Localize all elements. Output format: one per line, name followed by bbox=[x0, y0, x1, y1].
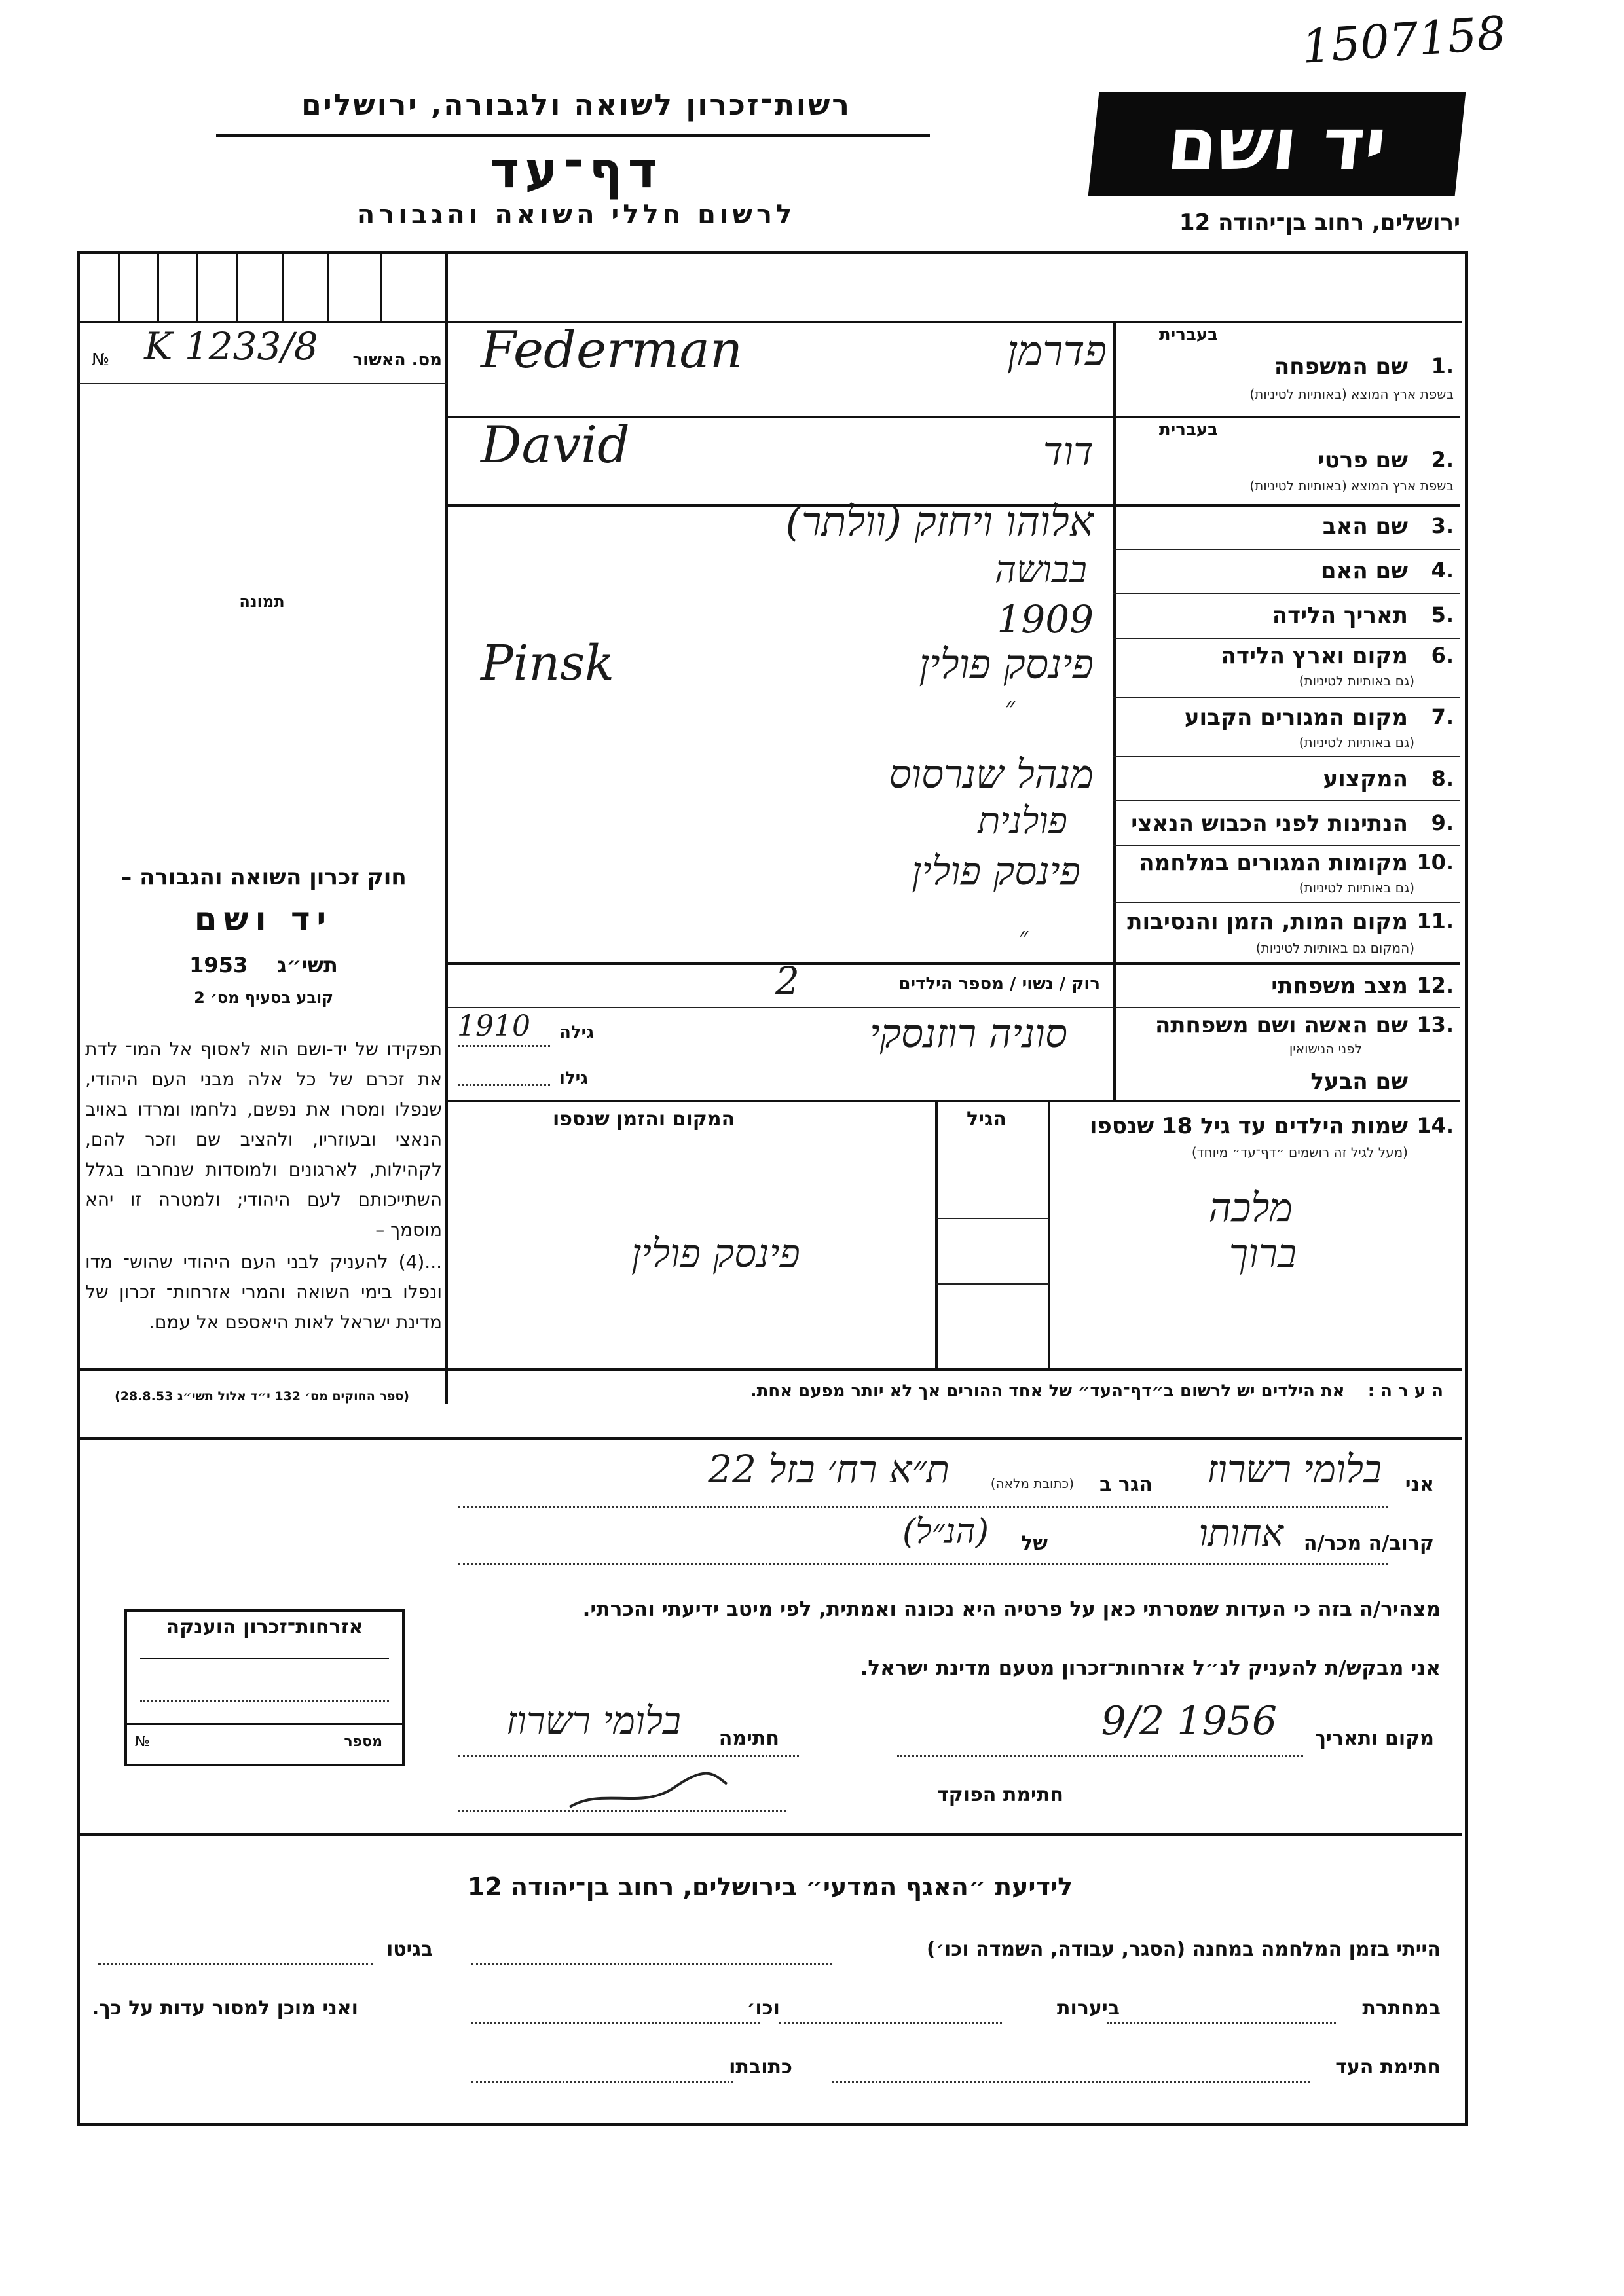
field-6-label: מקום וארץ הלידה bbox=[1221, 643, 1408, 669]
field-13-age-label: גילה bbox=[559, 1023, 594, 1042]
child-2-place: פינסק פולין bbox=[631, 1231, 800, 1277]
citizenship-box bbox=[124, 1609, 405, 1766]
husband-label: שם הבעל bbox=[1310, 1068, 1408, 1095]
field-11-note: (המקום גם באותיות לטיניות) bbox=[1255, 940, 1414, 956]
field-5-value: 1909 bbox=[997, 597, 1094, 642]
footer-testify-label: ואני מוכן למסור עדות על כך. bbox=[92, 1997, 358, 2020]
field-row-13 bbox=[448, 1007, 1460, 1062]
authority-underline bbox=[216, 134, 930, 137]
field-4-value: בבושה bbox=[995, 549, 1087, 591]
field-1-value-hebrew: פדרמן bbox=[1006, 327, 1107, 376]
field-2-value-hebrew: דוד bbox=[1043, 429, 1094, 475]
approval-number-row bbox=[92, 324, 442, 383]
declaration-text: מצהיר/ה בזה כי העדות שמסרתי כאן על פרטיה היא נכונה ואמתית, לפי מיטב ידיעתי והכרתי. bbox=[582, 1597, 1441, 1621]
field-3-value: אלוהו ויחזק (וולתר) bbox=[785, 498, 1094, 545]
field-5-number: 5. bbox=[1431, 602, 1454, 627]
child-row-1 bbox=[1050, 1185, 1456, 1231]
field-row-4 bbox=[448, 549, 1460, 593]
field-10-note: (גם באותיות לטיניות) bbox=[1299, 880, 1414, 896]
children-header bbox=[448, 1100, 1460, 1172]
inspector-row bbox=[448, 1768, 1063, 1813]
footer-forests-dots bbox=[779, 2022, 1002, 2024]
law-text: תפקידו של יד-ושם הוא לאסוף אל המו־ לדת את זכרם של כל אלה מבני העם היהודי, שנפלו ומסרו את נפשם, נלחמו ומרדו באויב הנאצי ובעוזריו, ולהציב שם וזכר להם, לקהילות, לארגונים ולמוסדות שנחרבו בגלל השתייכותם לעם היהודי; ולמטרה זו יהא מוסמך – bbox=[85, 1038, 442, 1241]
field-2-note: בשפת ארץ המוצא (באותיות לטיניות) bbox=[1249, 478, 1454, 494]
place-date-label: מקום ותאריך bbox=[1314, 1727, 1434, 1750]
form-subtitle: לרשום חללי השואה והגבורה bbox=[356, 200, 796, 230]
field-row-2 bbox=[448, 416, 1460, 504]
field-7-number: 7. bbox=[1431, 704, 1454, 729]
law-name: יד ושם bbox=[194, 900, 333, 938]
footer-etc-dots bbox=[471, 2022, 760, 2024]
field-6-note: (גם באותיות לטיניות) bbox=[1299, 673, 1414, 689]
field-row-husband bbox=[448, 1062, 1460, 1100]
field-12-value: 2 bbox=[775, 958, 800, 1003]
child-2-name: ברוך bbox=[1228, 1231, 1297, 1277]
declarant-name: בלומי רשרוז bbox=[1206, 1447, 1382, 1491]
field-1-note: בשפת ארץ המוצא (באותיות לטיניות) bbox=[1249, 386, 1454, 402]
citizenship-no-label: מספר bbox=[344, 1734, 382, 1750]
declarant-row-1 bbox=[448, 1447, 1460, 1506]
request-text: אני מבקש/ת להעניק לנ״ל אזרחות־זכרון מטעם מדינת ישראל. bbox=[860, 1656, 1441, 1680]
field-7-label: מקום המגורים הקבוע bbox=[1184, 704, 1408, 731]
field-11-value: ״ bbox=[1018, 922, 1028, 951]
field-row-8 bbox=[448, 752, 1460, 800]
field-8-value: מנהל שנרסוס bbox=[889, 752, 1094, 797]
footer-underground-dots bbox=[1107, 2022, 1336, 2024]
footer-line-1 bbox=[92, 1931, 1447, 1971]
footer-ghetto-label: בגיטו bbox=[386, 1938, 434, 1961]
field-9-label: הנתינות לפני הכבוש הנאצי bbox=[1131, 811, 1408, 837]
field-7-note: (גם באותיות לטיניות) bbox=[1299, 735, 1414, 750]
remark-label: ה ע ר ה : bbox=[1367, 1381, 1443, 1401]
photo-label: תמונה bbox=[239, 592, 285, 611]
approval-number: K 1233/8 bbox=[144, 324, 318, 369]
field-2-label: שם פרטי bbox=[1318, 447, 1408, 473]
children-col-place: המקום והזמן שנספו bbox=[553, 1108, 735, 1131]
approval-prefix: № bbox=[92, 350, 110, 370]
inspector-dots bbox=[458, 1810, 786, 1812]
citizenship-no-prefix: № bbox=[135, 1734, 150, 1750]
field-row-11 bbox=[448, 902, 1460, 962]
field-1-in-hebrew: בעברית bbox=[1158, 325, 1218, 344]
field-1-value-latin: Federman bbox=[481, 321, 743, 380]
declarant-sign-row bbox=[448, 1696, 1460, 1755]
of-value: (הנ״ל) bbox=[902, 1512, 989, 1552]
field-5-label: תאריך הלידה bbox=[1272, 602, 1408, 629]
wife-age-dots bbox=[458, 1045, 550, 1047]
field-row-10 bbox=[448, 845, 1460, 902]
field-9-value: פולנית bbox=[978, 800, 1067, 843]
field-row-7 bbox=[448, 692, 1460, 756]
law-text-2: ...(4) להעניק לבני העם היהודי שהוש־ מדו ונפלו בימי השואה והמרי אזרחות־ זכרון של מדינת ישראל לאות היאספם אל עמם. bbox=[85, 1251, 442, 1333]
header-address: ירושלים, רחוב בן־יהודה 12 bbox=[1179, 210, 1460, 236]
field-8-label: המקצוע bbox=[1323, 766, 1408, 792]
form-title: דף־עד bbox=[490, 141, 663, 199]
declarant-i-label: אני bbox=[1405, 1473, 1434, 1496]
field-13-label: שם האשה ושם משפחתה bbox=[1154, 1012, 1408, 1038]
field-12-number: 12. bbox=[1416, 973, 1454, 998]
law-clause: קובע בסעיף מס׳ 2 bbox=[194, 989, 333, 1007]
relation-value: אחותו bbox=[1198, 1512, 1283, 1555]
footer-forests-label: ביערות bbox=[1057, 1997, 1120, 2020]
field-row-1 bbox=[448, 321, 1460, 416]
footer-address-dots bbox=[471, 2081, 733, 2083]
field-13-value: סוניה רוזנסקי bbox=[870, 1011, 1067, 1057]
law-year: 1953 bbox=[189, 953, 248, 977]
footer-title: לידיעת ״האגף המדעי״ בירושלים, רחוב בן־יהודה 12 bbox=[467, 1872, 1073, 1901]
law-reference: (ספר החוקים מס׳ 132 י״ד אלול תשי״ג 28.8.53) bbox=[115, 1389, 409, 1404]
footer-camp-dots bbox=[471, 1963, 832, 1965]
approval-label: מס. האשור bbox=[352, 350, 442, 370]
remark-bottom-line bbox=[79, 1437, 1462, 1440]
declarant-address-note: (כתובת מלאה) bbox=[990, 1476, 1074, 1491]
field-3-number: 3. bbox=[1431, 513, 1454, 538]
footer-etc-label: וכו׳ bbox=[747, 1997, 780, 2020]
child-row-2 bbox=[448, 1231, 1460, 1290]
field-10-number: 10. bbox=[1416, 850, 1454, 875]
child-1-name: מלכה bbox=[1208, 1185, 1293, 1231]
citizenship-title: אזרחות־זכרון הוענקה bbox=[166, 1616, 363, 1639]
inspector-label: חתימת הפוקד bbox=[937, 1783, 1063, 1806]
field-6-value-hebrew: פינסק פולין bbox=[919, 640, 1094, 688]
law-year-hebrew: תשי״ג bbox=[277, 953, 338, 977]
children-row-line-1 bbox=[936, 1218, 1049, 1219]
field-4-label: שם האם bbox=[1320, 558, 1408, 584]
place-date-dots bbox=[897, 1755, 1303, 1757]
remark-row bbox=[448, 1381, 1443, 1421]
field-13-note: לפני הנישואין bbox=[1289, 1041, 1362, 1057]
field-13-age-value: 1910 bbox=[457, 1010, 530, 1043]
children-note: (מעל לגיל זה רושמים ״דף־עד״ מיוחד) bbox=[1191, 1144, 1408, 1160]
field-1-number: 1. bbox=[1431, 354, 1454, 378]
declarant-address: ת״א רח׳ בזל 22 bbox=[708, 1447, 950, 1491]
top-number-boxes bbox=[92, 254, 445, 321]
field-2-value-latin: David bbox=[481, 416, 630, 475]
field-13-number: 13. bbox=[1416, 1012, 1454, 1037]
field-10-value: פינסק פולין bbox=[912, 848, 1080, 894]
field-6-value-latin: Pinsk bbox=[481, 635, 614, 691]
declarant-lives-label: הגר ב bbox=[1099, 1473, 1153, 1496]
footer-witness-sig-dots bbox=[832, 2081, 1310, 2083]
declarant-row-2-dots bbox=[458, 1563, 1388, 1565]
husband-age-dots bbox=[458, 1084, 550, 1086]
signature-value: בלומי רשרוז bbox=[506, 1698, 681, 1743]
field-11-label: מקום המות, הזמן והנסיבות bbox=[1127, 909, 1408, 935]
footer-witness-sig-label: חתימת העד bbox=[1335, 2056, 1441, 2079]
field-2-number: 2. bbox=[1431, 447, 1454, 472]
field-8-number: 8. bbox=[1431, 766, 1454, 791]
approval-underline bbox=[79, 383, 447, 384]
footer-camp-label: הייתי בזמן המלחמה במחנה (הסגר, עבודה, השמדה וכו׳) bbox=[927, 1938, 1441, 1961]
law-year-row bbox=[85, 953, 442, 977]
field-row-3 bbox=[448, 498, 1460, 549]
field-7-value: ״ bbox=[1005, 692, 1015, 722]
husband-age-label: גילו bbox=[559, 1068, 588, 1088]
remark-text: את הילדים יש לרשום ב״דף־העד״ של אחד ההורים אך לא יותר מפעם אחת. bbox=[750, 1381, 1345, 1401]
field-2-in-hebrew: בעברית bbox=[1158, 420, 1218, 439]
children-bottom-line bbox=[79, 1368, 1462, 1371]
law-title: חוק זכרון השואה והגבורה – bbox=[120, 864, 407, 890]
field-12-options: רוק / נשוי / מספר הילדים bbox=[898, 974, 1100, 994]
footer-address-label: כתובתו bbox=[729, 2056, 792, 2079]
of-label: של bbox=[1021, 1532, 1048, 1555]
children-number: 14. bbox=[1416, 1113, 1454, 1138]
field-row-9 bbox=[448, 800, 1460, 845]
footer-underground-label: במחתרת bbox=[1362, 1997, 1441, 2020]
field-4-number: 4. bbox=[1431, 558, 1454, 583]
yad-vashem-logo bbox=[1088, 92, 1466, 196]
field-row-12 bbox=[448, 958, 1460, 1007]
children-col-age: הגיל bbox=[967, 1108, 1006, 1131]
footer-line-3 bbox=[92, 2049, 1447, 2088]
field-row-5 bbox=[448, 593, 1460, 642]
field-6-number: 6. bbox=[1431, 643, 1454, 668]
footer-top-line bbox=[79, 1833, 1462, 1836]
signature-label: חתימה bbox=[718, 1727, 779, 1750]
header-authority: רשות־זכרון לשואה ולגבורה, ירושלים bbox=[301, 88, 851, 122]
logo-text: יד ושם bbox=[1163, 102, 1391, 186]
field-1-label: שם המשפחה bbox=[1274, 354, 1408, 380]
field-3-label: שם האב bbox=[1322, 513, 1408, 539]
place-date-value: 9/2 1956 bbox=[1101, 1698, 1277, 1744]
field-12-label: מצב משפחתי bbox=[1271, 973, 1408, 999]
footer-ghetto-dots bbox=[98, 1963, 373, 1965]
children-label: שמות הילדים עד גיל 18 שנספו bbox=[1089, 1113, 1408, 1139]
relation-label: קרוב/ה מכר/ה bbox=[1303, 1532, 1434, 1555]
field-10-label: מקומות המגורים במלחמה bbox=[1139, 850, 1408, 876]
field-9-number: 9. bbox=[1431, 811, 1454, 835]
declarant-row-2 bbox=[448, 1506, 1460, 1565]
archive-number: 1507158 bbox=[1300, 6, 1508, 74]
field-11-number: 11. bbox=[1416, 909, 1454, 934]
field-row-6 bbox=[448, 635, 1460, 697]
footer-line-2 bbox=[92, 1990, 1447, 2030]
